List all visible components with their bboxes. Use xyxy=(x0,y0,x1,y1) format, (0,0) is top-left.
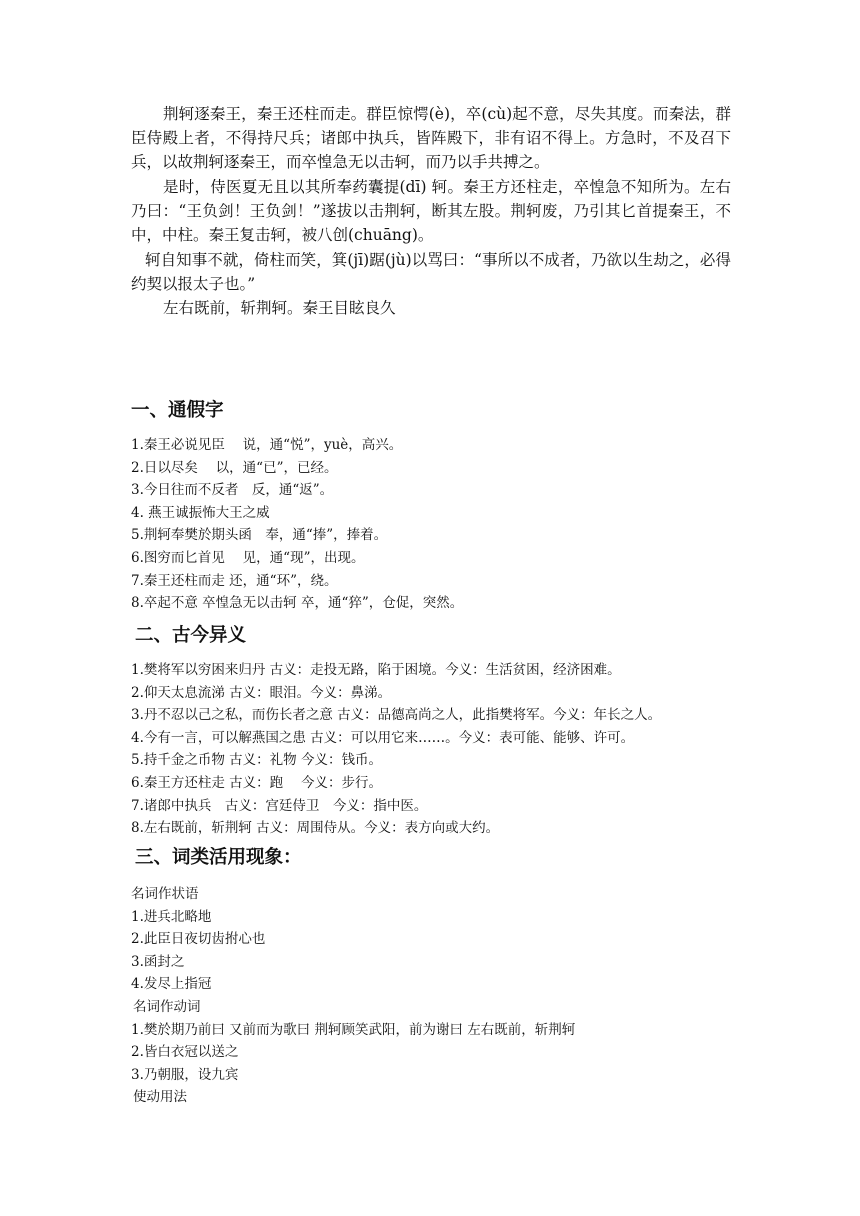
list-item: 5.持千金之币物 古义：礼物 今义：钱币。 xyxy=(131,752,382,769)
passage-paragraph-3: 轲自知事不就，倚柱而笑，箕(jī)踞(jù)以骂曰：“事所以不成者，乃欲以生劫之，必得约契以报太子也。” xyxy=(131,251,731,293)
tongjiazi-list xyxy=(131,434,463,615)
list-item: 3.丹不忍以己之私，而伤长者之意 古义：品德高尚之人，此指樊将军。今义：年长之人。 xyxy=(131,707,662,724)
list-item: 8.卒起不意 卒惶急无以击轲 卒，通“猝”，仓促，突然。 xyxy=(131,595,464,612)
section-heading-tongjiazi: 一、通假字 xyxy=(131,400,224,421)
list-item: 6.图穷而匕首见 见，通“现”，出现。 xyxy=(131,549,365,566)
cileihuoyong-list xyxy=(131,883,575,1109)
list-item: 2.此臣日夜切齿拊心也 xyxy=(131,931,266,948)
list-item: 7.秦王还柱而走 还，通“环”，绕。 xyxy=(131,572,338,589)
section-heading-cileihuoyong: 三、词类活用现象： xyxy=(135,847,302,868)
list-item: 1.秦王必说见臣 说，通“悦”，yuè，高兴。 xyxy=(131,437,403,453)
list-item: 3.乃朝服，设九宾 xyxy=(131,1066,239,1083)
section-heading-gujinyiyi: 二、古今异义 xyxy=(135,625,247,646)
list-item: 2.仰天太息流涕 古义：眼泪。今义：鼻涕。 xyxy=(131,684,392,701)
list-item: 2.皆白衣冠以送之 xyxy=(131,1044,239,1061)
list-item: 7.诸郎中执兵 古义：宫廷侍卫 今义：指中医。 xyxy=(131,797,428,814)
list-item: 8.左右既前，斩荆轲 古义：周围侍从。今义：表方向或大约。 xyxy=(131,820,500,837)
list-item: 4. 燕王诚振怖大王之威 xyxy=(131,504,270,521)
list-item: 4.发尽上指冠 xyxy=(131,976,212,993)
subheading-mingci-zuo-zhuangyu: 名词作状语 xyxy=(131,886,199,902)
list-item: 3.函封之 xyxy=(131,953,185,970)
subheading-mingci-zuo-dongci: 名词作动词 xyxy=(133,998,201,1015)
list-item: 1.樊将军以穷困来归丹 古义：走投无路，陷于困境。今义：生活贫困，经济困难。 xyxy=(131,662,621,678)
list-item: 3.今日往而不反者 反，通“返”。 xyxy=(131,482,334,499)
list-item: 4.今有一言，可以解燕国之患 古义：可以用它来……。今义：表可能、能够、许可。 xyxy=(131,729,635,746)
list-item: 1.樊於期乃前曰 又前而为歌曰 荆轲顾笑武阳，前为谢曰 左右既前，斩荆轲 xyxy=(131,1021,576,1038)
list-item: 5.荆轲奉樊於期头函 奉，通“捧”，捧着。 xyxy=(131,527,388,544)
gujinyiyi-list xyxy=(131,659,661,840)
list-item: 6.秦王方还柱走 古义：跑 今义：步行。 xyxy=(131,774,382,791)
subheading-shidong-yongfa: 使动用法 xyxy=(133,1089,187,1106)
passage-paragraph-2: 是时，侍医夏无且以其所奉药囊提(dī) 轲。秦王方还柱走，卒惶急不知所为。左右乃曰：“王负剑！王负剑！”遂拔以击荆轲，断其左股。荆轲废，乃引其匕首提秦王，不中，中柱。秦王复击轲，被八创(chuāng)。 xyxy=(131,178,731,244)
list-item: 2.日以尽矣 以，通“已”，已经。 xyxy=(131,459,338,476)
passage-paragraph-1: 荆轲逐秦王，秦王还柱而走。群臣惊愕(è)，卒(cù)起不意，尽失其度。而秦法，群臣侍殿上者，不得持尺兵；诸郎中执兵，皆阵殿下，非有诏不得上。方急时，不及召下兵，以故荆轲逐秦王，而卒惶急无以击轲，而乃以手共搏之。 xyxy=(131,105,731,171)
list-item: 1.进兵北略地 xyxy=(131,908,212,925)
passage-paragraph-4: 左右既前，斩荆轲。秦王目眩良久 xyxy=(163,299,396,317)
